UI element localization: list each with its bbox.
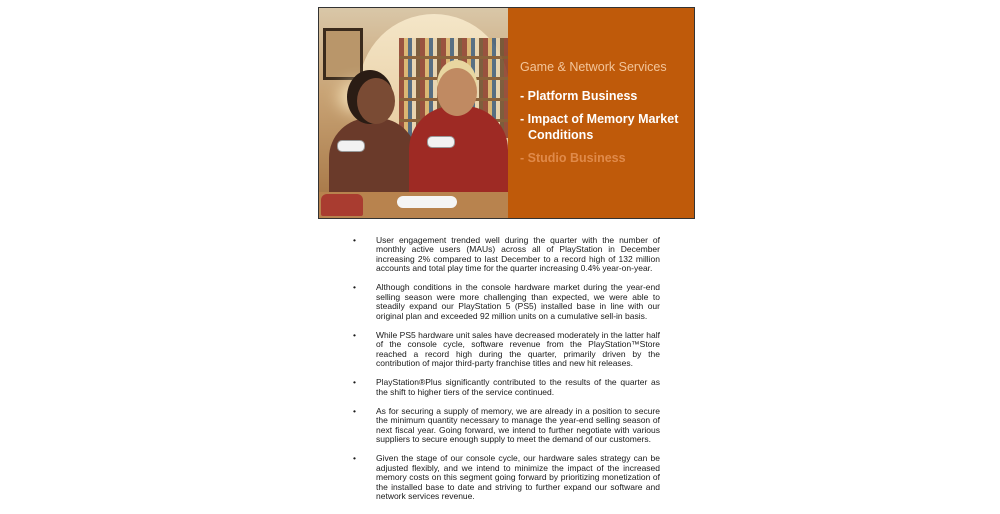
- list-item: • Given the stage of our console cycle, our hardware sales strategy can be adjusted flexibly, and we intend to minimize the impact of the increased memory costs on this segment going forward by prioritizing monetization of the installed base to date and striving to further expand our software and network services revenue.: [352, 454, 660, 501]
- slide: [318, 7, 695, 219]
- list-item: • While PS5 hardware unit sales have decreased moderately in the latter half of the console cycle, software revenue from the PlayStation™Store reached a record high during the quarter, primarily driven by the contribution of major third-party franchise titles and new hit releases.: [352, 331, 660, 369]
- gamers-photo: [319, 8, 508, 218]
- list-item: • As for securing a supply of memory, we are already in a position to secure the minimum quantity necessary to manage the year-end selling season of next fiscal year. Going forward, we intend to further negotiate with various suppliers to secure enough supply to meet the demand of our customers.: [352, 407, 660, 445]
- slide-item-studio: - Studio Business: [520, 151, 626, 165]
- slide-item-memory: - Impact of Memory Market Conditions: [520, 112, 679, 142]
- console: [397, 196, 457, 208]
- controller-icon: [427, 136, 455, 148]
- bullet-list: [352, 236, 660, 511]
- list-item: • User engagement trended well during the quarter with the number of monthly active users (MAUs) across all of PlayStation in December increasing 2% compared to last December to a record high of 132 million accounts and total play time for the quarter increasing 0.4% year-on-year.: [352, 236, 660, 274]
- slide-item-platform: - Platform Business: [520, 89, 638, 103]
- picture-frame: [323, 28, 363, 80]
- list-item: • PlayStation®Plus significantly contributed to the results of the quarter as the shift to higher tiers of the service continued.: [352, 378, 660, 397]
- mug: [321, 194, 363, 216]
- slide-panel: [508, 8, 694, 218]
- person-right-head: [437, 68, 477, 116]
- controller-icon: [337, 140, 365, 152]
- slide-title: Game & Network Services: [520, 60, 667, 74]
- list-item: • Although conditions in the console hardware market during the year-end selling season were more challenging than expected, we were able to steadily expand our PlayStation 5 (PS5) installed base in line with our original plan and exceeded 92 million units on a cumulative sell-in basis.: [352, 283, 660, 321]
- person-left-head: [357, 78, 395, 124]
